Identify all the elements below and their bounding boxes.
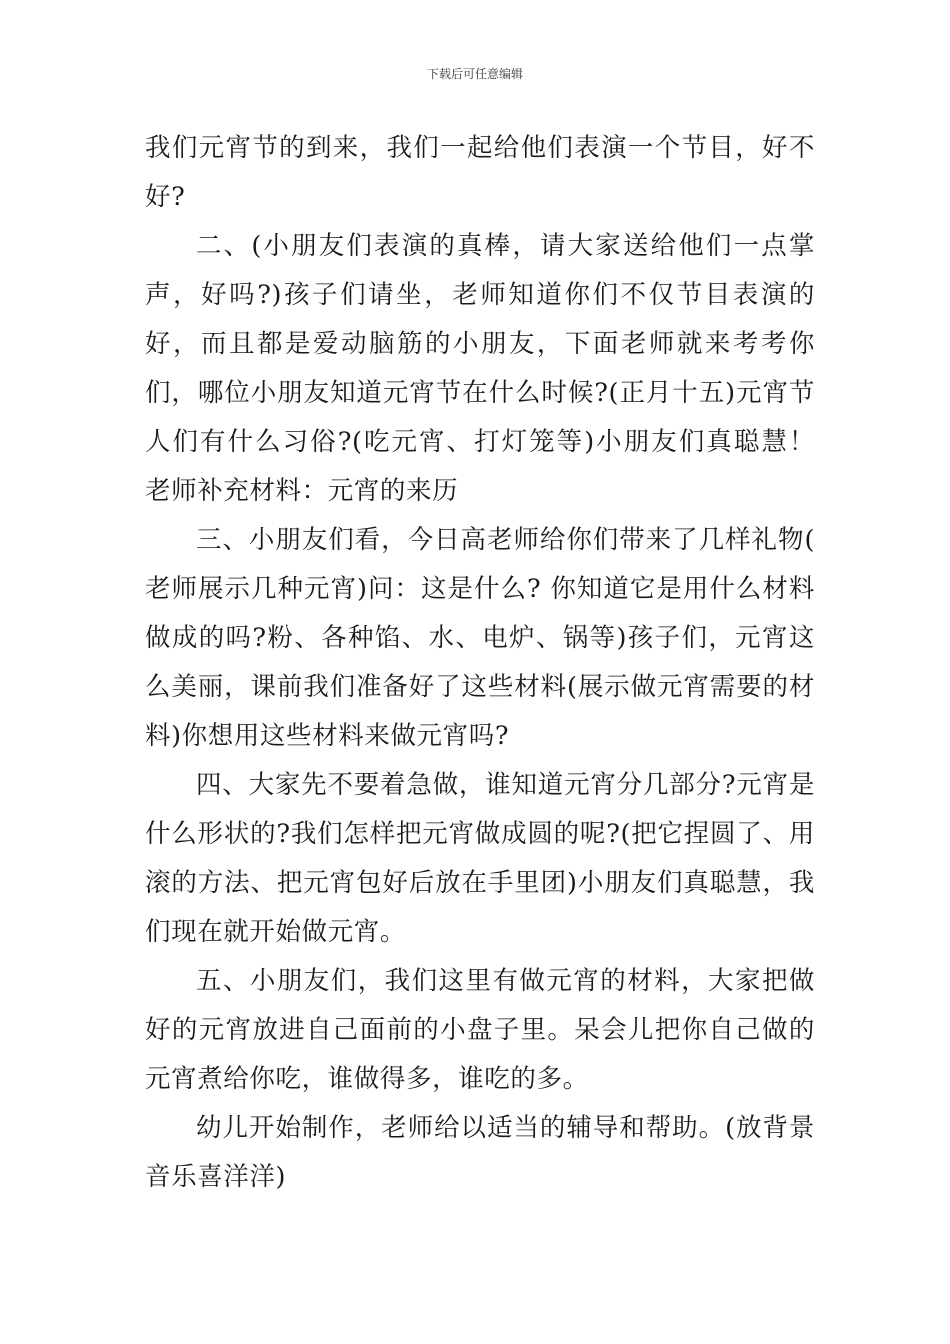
- paragraph-section-five: 五、小朋友们，我们这里有做元宵的材料，大家把做好的元宵放进自己面前的小盘子里。呆会儿把你自己做的元宵煮给你吃，谁做得多，谁吃的多。: [145, 966, 815, 1094]
- paragraph-section-four: 四、大家先不要着急做，谁知道元宵分几部分?元宵是什么形状的?我们怎样把元宵做成圆的呢?(把它捏圆了、用滚的方法、把元宵包好后放在手里团)小朋友们真聪慧，我们现在就开始做元宵。: [145, 770, 815, 947]
- paragraph-section-two: 二、(小朋友们表演的真棒，请大家送给他们一点掌声，好吗?)孩子们请坐，老师知道你们不仅节目表演的好，而且都是爱动脑筋的小朋友，下面老师就来考考你们，哪位小朋友知道元宵节在什么时候?(正月十五)元宵节人们有什么习俗?(吃元宵、打灯笼等)小朋友们真聪慧！ 老师补充材料：元宵的来历: [145, 231, 842, 506]
- paragraph-continuation: 我们元宵节的到来，我们一起给他们表演一个节目，好不好?: [145, 133, 815, 212]
- document-body: [145, 124, 842, 1202]
- page-header: 下载后可任意编辑: [426, 67, 523, 81]
- paragraph-activity: 幼儿开始制作，老师给以适当的辅导和帮助。(放背景音乐喜洋洋): [145, 1113, 815, 1192]
- paragraph-section-three: 三、小朋友们看，今日高老师给你们带来了几样礼物( 老师展示几种元宵)问：这是什么? 你知道它是用什么材料做成的吗?粉、各种馅、水、电炉、锅等)孩子们，元宵这么美丽，课前我们准备好了这些材料(展示做元宵需要的材料)你想用这些材料来做元宵吗?: [145, 525, 815, 751]
